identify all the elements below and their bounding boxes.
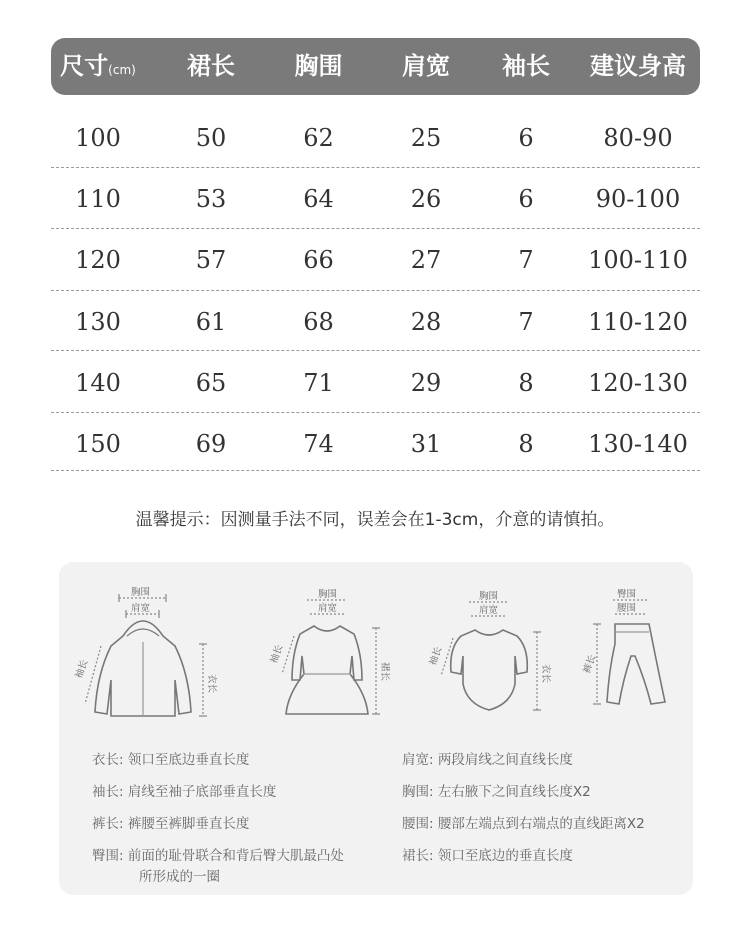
table-row — [51, 106, 700, 167]
header-height: 建议身高 — [590, 52, 686, 80]
cell-height: 130-140 — [588, 430, 688, 458]
romper-diagram — [419, 584, 559, 724]
label-length: 裙长 — [379, 662, 390, 682]
measurement-tip: 温馨提示：因测量手法不同，误差会在1-3cm，介意的请慎拍。 — [135, 510, 615, 530]
label-shoulder: 肩宽 — [318, 603, 338, 614]
label-length: 衣长 — [540, 664, 551, 684]
cell-height: 80-90 — [603, 124, 673, 152]
table-row — [51, 228, 700, 289]
label-chest: 胸围 — [479, 591, 499, 602]
label-shoulder: 肩宽 — [479, 605, 499, 616]
table-row — [51, 412, 700, 473]
table-row — [51, 167, 700, 228]
note-item: 肩宽: 两段肩线之间直线长度 — [402, 752, 573, 768]
cell-height: 120-130 — [588, 369, 688, 397]
cell-chest: 66 — [303, 246, 334, 274]
cell-size: 130 — [75, 308, 121, 336]
dress-diagram — [262, 584, 392, 724]
row-divider — [51, 470, 700, 471]
cell-chest: 71 — [303, 369, 334, 397]
cell-sleeve: 8 — [518, 430, 534, 458]
cell-shoulder: 25 — [410, 124, 442, 152]
label-waist: 腰围 — [617, 603, 637, 614]
cell-chest: 64 — [303, 185, 334, 213]
note-item: 胸围: 左右腋下之间直线长度X2 — [402, 784, 591, 800]
cell-height: 90-100 — [595, 185, 681, 213]
cell-length: 57 — [195, 246, 227, 274]
label-length: 衣长 — [206, 674, 217, 694]
cell-shoulder: 26 — [410, 185, 442, 213]
label-shoulder: 肩宽 — [131, 603, 151, 614]
pants-diagram — [579, 584, 679, 724]
label-sleeve: 袖长 — [427, 645, 445, 668]
cell-chest: 74 — [303, 430, 334, 458]
note-item: 腰围: 腰部左端点到右端点的直线距离X2 — [402, 816, 645, 832]
header-sleeve: 袖长 — [502, 52, 550, 80]
cell-size: 100 — [75, 124, 121, 152]
label-sleeve: 袖长 — [73, 658, 91, 681]
cell-shoulder: 27 — [410, 246, 442, 274]
cell-sleeve: 6 — [518, 124, 534, 152]
cell-shoulder: 28 — [410, 308, 442, 336]
label-sleeve: 袖长 — [268, 643, 286, 666]
note-item: 袖长: 肩线至袖子底部垂直长度 — [92, 784, 277, 800]
cell-size: 110 — [75, 185, 121, 213]
header-length: 裙长 — [187, 52, 235, 80]
table-row — [51, 290, 700, 351]
note-item: 臀围: 前面的耻骨联合和背后臀大肌最凸处 — [92, 848, 344, 864]
cell-sleeve: 8 — [518, 369, 534, 397]
cell-sleeve: 7 — [518, 308, 534, 336]
cell-sleeve: 7 — [518, 246, 534, 274]
cell-size: 140 — [75, 369, 121, 397]
table-row — [51, 351, 700, 412]
cell-length: 65 — [195, 369, 227, 397]
cell-chest: 62 — [303, 124, 334, 152]
cell-length: 50 — [195, 124, 227, 152]
cell-sleeve: 6 — [518, 185, 534, 213]
measurement-guide-panel — [59, 562, 693, 895]
header-chest: 胸围 — [294, 52, 343, 80]
note-item: 裙长: 领口至底边的垂直长度 — [402, 848, 573, 864]
cell-size: 120 — [75, 246, 121, 274]
jacket-diagram — [71, 584, 221, 724]
cell-size: 150 — [75, 430, 121, 458]
label-pants-length: 裤长 — [581, 653, 599, 676]
label-chest: 胸围 — [131, 587, 151, 598]
size-table-header — [51, 38, 700, 95]
cell-shoulder: 29 — [410, 369, 442, 397]
header-size: 尺寸(cm) — [60, 52, 136, 80]
note-item: 裤长: 裤腰至裤脚垂直长度 — [92, 816, 250, 832]
cell-length: 61 — [195, 308, 227, 336]
label-chest: 胸围 — [318, 589, 338, 600]
cell-length: 69 — [195, 430, 227, 458]
cell-height: 110-120 — [588, 308, 688, 336]
header-shoulder: 肩宽 — [402, 52, 450, 80]
cell-shoulder: 31 — [410, 430, 442, 458]
note-item: 衣长: 领口至底边垂直长度 — [92, 752, 250, 768]
cell-chest: 68 — [303, 308, 334, 336]
note-item-continuation: 所形成的一圈 — [139, 869, 220, 885]
label-hip: 臀围 — [617, 589, 637, 600]
cell-height: 100-110 — [588, 246, 688, 274]
cell-length: 53 — [195, 185, 227, 213]
